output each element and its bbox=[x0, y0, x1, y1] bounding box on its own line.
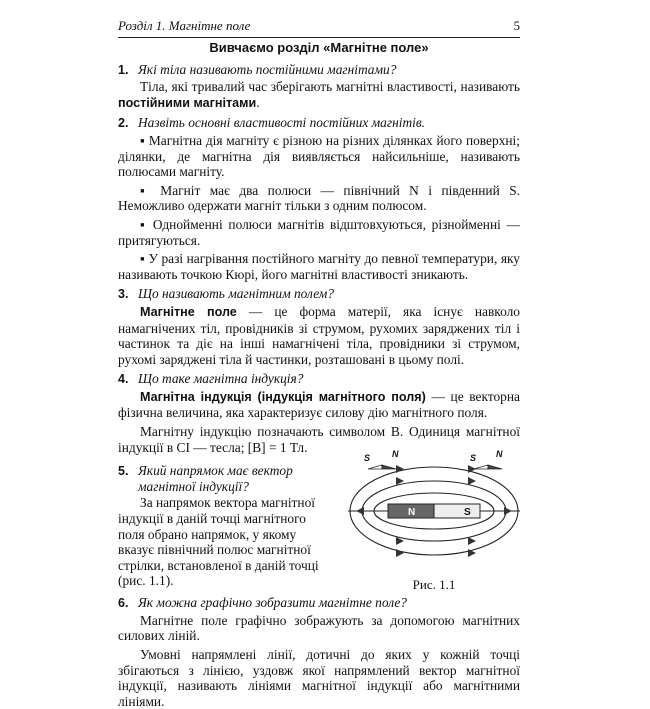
answer-4: Магнітна індукція (індукція магнітного поля) — це векторна фізична величина, яка характеризує силову дію магнітного поля. bbox=[118, 388, 520, 421]
figure-1-1 bbox=[346, 447, 522, 599]
term-bold: Магнітне поле bbox=[140, 304, 237, 319]
question-text: Який напрямок має вектор магнітної індукції? bbox=[138, 463, 293, 494]
answer-4-units: Магнітну індукцію позначають символом B. Одиниця магнітної індукції в СІ — тесла; [B] = 1 Тл. bbox=[118, 424, 520, 455]
question-text: Назвіть основні властивості постійних магнітів. bbox=[138, 115, 425, 131]
answer-5: За напрямок вектора магнітної індукції в даній точці магнітного поля обрано напрямок, у якому вказує північний полюс магнітної стрілки, встановленої в даній точці (рис. 1.1). bbox=[118, 495, 319, 589]
bullet-poles: ▪ Магнітна дія магніту є різною на різних ділянках його поверхні; ділянки, де магнітна дія виявляється найсильніше, називають полюсами магніту. bbox=[118, 132, 520, 180]
question-2 bbox=[118, 115, 520, 132]
question-1 bbox=[118, 62, 520, 79]
question-number: 5. bbox=[118, 464, 129, 479]
question-4 bbox=[118, 371, 520, 388]
section-5 bbox=[118, 449, 520, 593]
question-5 bbox=[118, 463, 323, 494]
question-number: 4. bbox=[118, 372, 129, 387]
needle-n-label-right: N bbox=[496, 449, 503, 460]
question-number: 2. bbox=[118, 116, 129, 131]
question-text: Які тіла називають постійними магнітами? bbox=[138, 61, 397, 77]
page-number: 5 bbox=[513, 18, 520, 33]
needle-s-label-left: S bbox=[364, 453, 371, 464]
section-5-text bbox=[118, 459, 323, 589]
term-bold: Магнітна індукція (індукція магнітного поля) bbox=[140, 389, 426, 404]
question-number: 1. bbox=[118, 62, 129, 77]
question-text: Як можна графічно зобразити магнітне поле? bbox=[138, 595, 408, 611]
question-3 bbox=[118, 286, 520, 303]
page-content bbox=[118, 38, 520, 709]
magnet-field-diagram bbox=[346, 447, 522, 577]
bullet-curie-point: ▪ У разі нагрівання постійного магніту до певної температури, яку називають точкою Кюрі, його магнітні властивості зникають. bbox=[118, 251, 520, 282]
question-text: Що називають магнітним полем? bbox=[138, 286, 335, 302]
magnet-south-half bbox=[434, 504, 480, 518]
question-number: 3. bbox=[118, 287, 129, 302]
needle-n-label-left: N bbox=[392, 449, 399, 460]
bullet-attract-repel: ▪ Однойменні полюси магнітів відштовхуються, різнойменні — притягуються. bbox=[118, 216, 520, 248]
question-number: 6. bbox=[118, 596, 129, 611]
page-title: Вивчаємо розділ «Магнітне поле» bbox=[209, 40, 429, 55]
answer-6: Магнітне поле графічно зображують за допомогою магнітних силових ліній. bbox=[118, 612, 520, 644]
compass-needle-right bbox=[474, 465, 502, 469]
answer-3: Магнітне поле — це форма матерії, яка існує навколо намагнічених тіл, провідників зі струмом, рухомих заряджених тіл і частинок та діє на інші намагнічені тіла, провідники зі струмом, рухомі заряджені тіла й частинки, розташовані в цьому полі. bbox=[118, 303, 520, 367]
term-bold: постійними магнітами bbox=[118, 95, 257, 110]
compass-needle-left bbox=[368, 465, 396, 469]
question-text: Що таке магнітна індукція? bbox=[138, 371, 304, 387]
running-header bbox=[118, 15, 520, 38]
section-title: Розділ 1. Магнітне поле bbox=[118, 18, 251, 33]
answer-1: Тіла, які тривалий час зберігають магнітні властивості, називають постійними магнітами. bbox=[118, 79, 520, 110]
magnet-n-label: N bbox=[408, 507, 416, 519]
answer-6-definition: Умовні напрямлені лінії, дотичні до яких у кожній точці збігаються з лінією, уздовж якої напрямлений вектор магнітної індукції, називають лініями магнітної індукції або магнітними лініями. bbox=[118, 647, 520, 709]
magnet-s-label: S bbox=[464, 507, 471, 519]
figure-caption: Рис. 1.1 bbox=[412, 577, 456, 593]
bullet-two-poles: ▪ Магніт має два полюси — північний N і південний S. Неможливо одержати магніт тільки з одним полюсом. bbox=[118, 182, 520, 214]
needle-s-label-right: S bbox=[470, 453, 477, 464]
